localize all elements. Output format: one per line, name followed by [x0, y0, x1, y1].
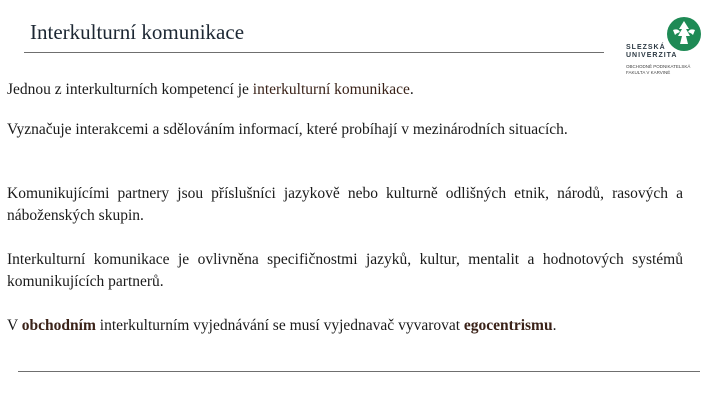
paragraph-3: Komunikujícími partnery jsou příslušníci jazykově nebo kulturně odlišných etnik, národů, rasových a náboženských skupin. [7, 185, 683, 224]
paragraph-5 [7, 315, 556, 337]
paragraph-2: Vyznačuje interakcemi a sdělováním informací, které probíhají v mezinárodních situacích. [7, 121, 568, 138]
paragraph-5-text-1: V [7, 317, 22, 334]
paragraph-1 [7, 79, 607, 101]
logo-name-line2: UNIVERZITA [626, 52, 678, 59]
paragraph-5-text-3: . [552, 317, 557, 334]
university-logo [624, 16, 704, 78]
bottom-divider [18, 371, 700, 372]
title-divider [24, 52, 604, 53]
paragraph-4: Interkulturní komunikace je ovlivněna specifičnostmi jazyků, kultur, mentalit a hodnotových systémů komunikujících partnerů. [7, 251, 683, 290]
logo-subtitle [626, 64, 702, 75]
logo-sub-line1: OBCHODNĚ PODNIKATELSKÁ [626, 64, 691, 69]
paragraph-5-emphasis-2: egocentrismu [463, 317, 553, 334]
paragraph-1-text: Jednou z interkulturních kompetencí je [7, 81, 253, 98]
paragraph-5-text-2: interkulturním vyjednávání se musí vyjednavač vyvarovat [95, 317, 464, 334]
logo-name [626, 44, 684, 60]
slide-title: Interkulturní komunikace [30, 20, 245, 44]
logo-sub-line2: FAKULTA V KARVINÉ [626, 69, 671, 75]
paragraph-1-end: . [409, 81, 414, 98]
logo-name-line1: SLEZSKÁ [626, 44, 666, 51]
paragraph-1-emphasis: interkulturní komunikace [252, 81, 410, 98]
paragraph-5-emphasis-1: obchodním [21, 317, 96, 334]
